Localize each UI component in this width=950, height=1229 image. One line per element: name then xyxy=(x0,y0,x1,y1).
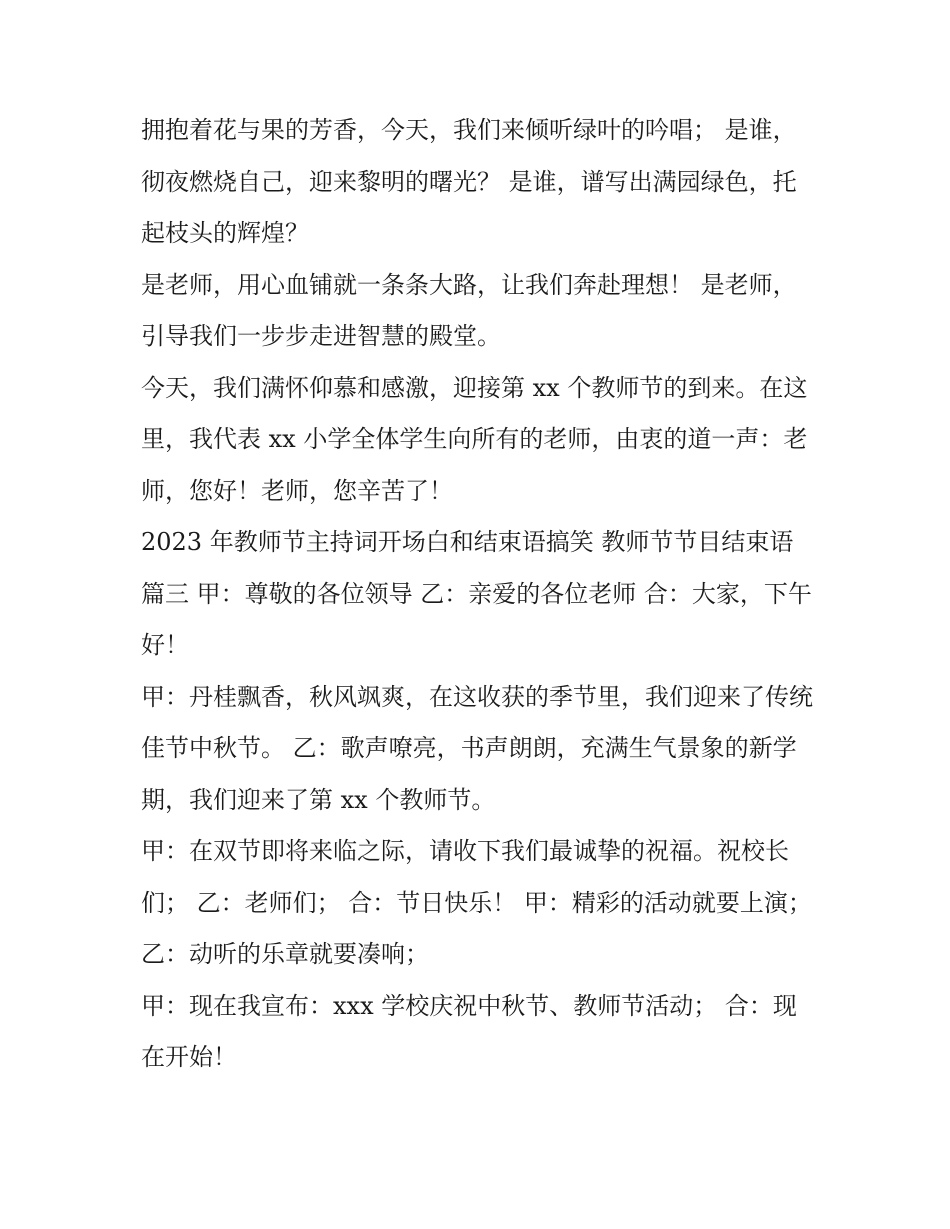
paragraph-greeting: 今天，我们满怀仰慕和感激，迎接第 xx 个教师节的到来。在这里，我代表 xx 小学全体学生向所有的老师，由衷的道一声：老师，您好！老师，您辛苦了！ xyxy=(141,373,808,505)
paragraph-section-title: 2023 年教师节主持词开场白和结束语搞笑 教师节节目结束语篇三 甲：尊敬的各位领导 乙：亲爱的各位老师 合：大家，下午好！ xyxy=(141,528,812,659)
paragraph-blessing-dialogue: 甲：在双节即将来临之际，请收下我们最诚挚的祝福。祝校长们； 乙：老师们； 合：节日快乐！ 甲：精彩的活动就要上演； 乙：动听的乐章就要凑响； xyxy=(141,837,812,968)
paragraph-opening-dialogue: 甲：丹桂飘香，秋风飒爽，在这收获的季节里，我们迎来了传统佳节中秋节。 乙：歌声嘹亮，书声朗朗，充满生气景象的新学期，我们迎来了第 xx 个教师节。 xyxy=(141,682,813,814)
document-body xyxy=(141,105,813,1084)
paragraph-teacher-praise: 拥抱着花与果的芳香，今天，我们来倾听绿叶的吟唱； 是谁，彻夜燃烧自己，迎来黎明的曙光？ 是谁，谱写出满园绿色，托起枝头的辉煌？ xyxy=(141,116,797,247)
paragraph-teacher-answer: 是老师，用心血铺就一条条大路，让我们奔赴理想！ 是老师，引导我们一步步走进智慧的殿堂。 xyxy=(141,270,797,350)
paragraph-announcement: 甲：现在我宣布：xxx 学校庆祝中秋节、教师节活动； 合：现在开始！ xyxy=(141,991,797,1071)
